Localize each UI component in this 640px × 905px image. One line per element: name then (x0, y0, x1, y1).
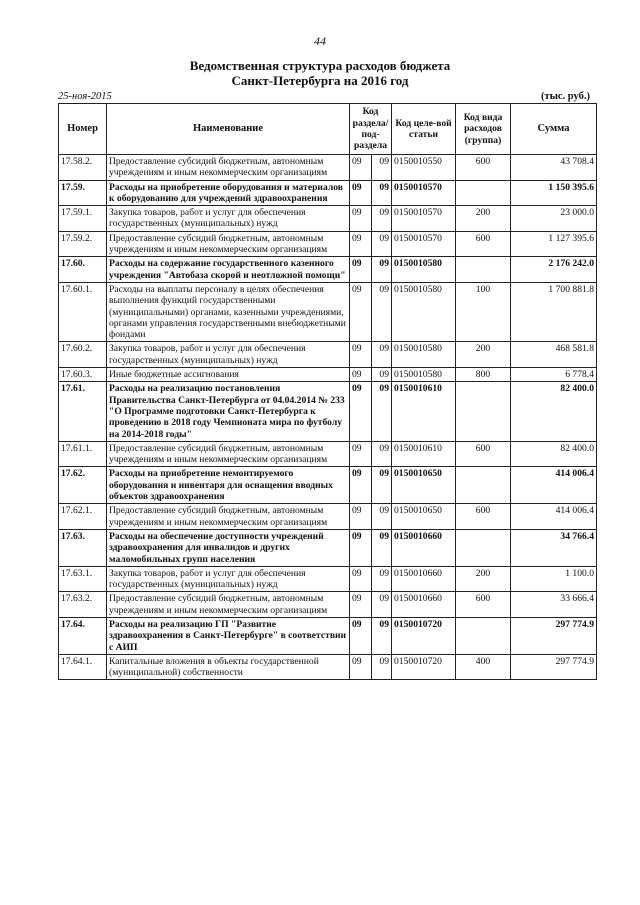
row-number: 17.60.2. (59, 342, 107, 368)
row-target-code: 0150010570 (392, 180, 456, 206)
header-section-code: Код раздела/ под-раздела (350, 104, 392, 155)
row-name: Капитальные вложения в объекты государственной (муниципальной) собственности (107, 654, 350, 680)
row-section-code: 09 (350, 441, 372, 467)
row-name: Закупка товаров, работ и услуг для обеспечения государственных (муниципальных) нужд (107, 206, 350, 232)
row-subsection-code: 09 (372, 257, 392, 283)
row-sum: 1 150 395.6 (511, 180, 597, 206)
row-name: Иные бюджетные ассигнования (107, 368, 350, 382)
row-number: 17.62. (59, 467, 107, 504)
table-row (59, 654, 597, 680)
table-row (59, 206, 597, 232)
row-number: 17.60.3. (59, 368, 107, 382)
row-subsection-code: 09 (372, 282, 392, 341)
table-row (59, 529, 597, 566)
title-line-1: Ведомственная структура расходов бюджета (189, 58, 451, 73)
row-subsection-code: 09 (372, 529, 392, 566)
row-number: 17.61.1. (59, 441, 107, 467)
table-body (59, 155, 597, 680)
table-row (59, 467, 597, 504)
document-date: 25-ноя-2015 (58, 91, 112, 102)
row-number: 17.62.1. (59, 504, 107, 530)
row-expense-type: 200 (456, 206, 511, 232)
row-target-code: 0150010650 (392, 504, 456, 530)
row-subsection-code: 09 (372, 206, 392, 232)
row-name: Предоставление субсидий бюджетным, автономным учреждениям и иным некоммерческим организациям (107, 592, 350, 618)
header-name: Наименование (107, 104, 350, 155)
title-line-2: Санкт-Петербурга на 2016 год (231, 73, 409, 88)
row-section-code: 09 (350, 654, 372, 680)
row-target-code: 0150010580 (392, 368, 456, 382)
row-number: 17.63.2. (59, 592, 107, 618)
row-target-code: 0150010570 (392, 231, 456, 257)
row-target-code: 0150010660 (392, 529, 456, 566)
row-name: Предоставление субсидий бюджетным, автономным учреждениям и иным некоммерческим организациям (107, 231, 350, 257)
row-sum: 297 774.9 (511, 654, 597, 680)
row-number: 17.58.2. (59, 155, 107, 181)
row-section-code: 09 (350, 231, 372, 257)
row-subsection-code: 09 (372, 617, 392, 654)
row-subsection-code: 09 (372, 566, 392, 592)
table-row (59, 368, 597, 382)
row-sum: 43 708.4 (511, 155, 597, 181)
row-target-code: 0150010610 (392, 441, 456, 467)
row-number: 17.63. (59, 529, 107, 566)
row-number: 17.60. (59, 257, 107, 283)
table-row (59, 566, 597, 592)
row-expense-type (456, 467, 511, 504)
document-title (0, 58, 640, 88)
table-row (59, 155, 597, 181)
row-number: 17.59.1. (59, 206, 107, 232)
units-label: (тыс. руб.) (541, 91, 590, 102)
row-section-code: 09 (350, 342, 372, 368)
row-section-code: 09 (350, 257, 372, 283)
table-row (59, 180, 597, 206)
table-row (59, 617, 597, 654)
row-subsection-code: 09 (372, 342, 392, 368)
row-section-code: 09 (350, 382, 372, 441)
row-section-code: 09 (350, 368, 372, 382)
row-name: Расходы на обеспечение доступности учреждений здравоохранения для инвалидов и других маломобильных групп населения (107, 529, 350, 566)
row-name: Расходы на реализацию ГП "Развитие здравоохранения в Санкт-Петербурге" в соответствии с АИП (107, 617, 350, 654)
row-section-code: 09 (350, 155, 372, 181)
table-header-row (59, 104, 597, 155)
row-sum: 1 127 395.6 (511, 231, 597, 257)
row-number: 17.63.1. (59, 566, 107, 592)
row-target-code: 0150010660 (392, 566, 456, 592)
row-expense-type (456, 529, 511, 566)
header-target-code: Код целе-вой статьи (392, 104, 456, 155)
table-row (59, 257, 597, 283)
row-number: 17.59. (59, 180, 107, 206)
row-subsection-code: 09 (372, 368, 392, 382)
header-expense-type-code: Код вида расходов (группа) (456, 104, 511, 155)
row-target-code: 0150010550 (392, 155, 456, 181)
row-section-code: 09 (350, 206, 372, 232)
row-number: 17.64. (59, 617, 107, 654)
row-expense-type (456, 257, 511, 283)
table-row (59, 441, 597, 467)
row-number: 17.64.1. (59, 654, 107, 680)
row-expense-type: 600 (456, 231, 511, 257)
row-name: Предоставление субсидий бюджетным, автономным учреждениям и иным некоммерческим организациям (107, 441, 350, 467)
row-name: Расходы на содержание государственного казенного учреждения "Автобаза скорой и неотложной помощи" (107, 257, 350, 283)
row-section-code: 09 (350, 180, 372, 206)
table-row (59, 231, 597, 257)
row-target-code: 0150010580 (392, 282, 456, 341)
row-sum: 1 700 881.8 (511, 282, 597, 341)
row-subsection-code: 09 (372, 592, 392, 618)
row-expense-type: 600 (456, 592, 511, 618)
header-sum: Сумма (511, 104, 597, 155)
row-target-code: 0150010660 (392, 592, 456, 618)
row-target-code: 0150010650 (392, 467, 456, 504)
row-expense-type (456, 382, 511, 441)
row-subsection-code: 09 (372, 467, 392, 504)
page-number: 44 (314, 34, 326, 48)
row-sum: 33 666.4 (511, 592, 597, 618)
row-sum: 34 766.4 (511, 529, 597, 566)
row-subsection-code: 09 (372, 155, 392, 181)
row-expense-type: 100 (456, 282, 511, 341)
row-subsection-code: 09 (372, 654, 392, 680)
row-name: Предоставление субсидий бюджетным, автономным учреждениям и иным некоммерческим организациям (107, 155, 350, 181)
row-subsection-code: 09 (372, 231, 392, 257)
row-expense-type: 600 (456, 504, 511, 530)
row-sum: 297 774.9 (511, 617, 597, 654)
row-target-code: 0150010720 (392, 617, 456, 654)
row-expense-type: 400 (456, 654, 511, 680)
row-number: 17.61. (59, 382, 107, 441)
table-row (59, 504, 597, 530)
row-name: Расходы на выплаты персоналу в целях обеспечения выполнения функций государственными (муниципальными) органами, казенными учреждениями, органами управления государственными внебюджетными фондами (107, 282, 350, 341)
row-expense-type: 600 (456, 441, 511, 467)
row-expense-type: 200 (456, 566, 511, 592)
row-sum: 414 006.4 (511, 467, 597, 504)
budget-table (58, 103, 597, 680)
row-sum: 414 006.4 (511, 504, 597, 530)
row-number: 17.59.2. (59, 231, 107, 257)
row-sum: 1 100.0 (511, 566, 597, 592)
row-sum: 2 176 242.0 (511, 257, 597, 283)
row-name: Предоставление субсидий бюджетным, автономным учреждениям и иным некоммерческим организациям (107, 504, 350, 530)
row-number: 17.60.1. (59, 282, 107, 341)
table-row (59, 342, 597, 368)
table-row (59, 592, 597, 618)
row-section-code: 09 (350, 467, 372, 504)
row-target-code: 0150010720 (392, 654, 456, 680)
row-expense-type: 200 (456, 342, 511, 368)
row-section-code: 09 (350, 617, 372, 654)
table-row (59, 382, 597, 441)
row-section-code: 09 (350, 529, 372, 566)
row-expense-type (456, 180, 511, 206)
row-sum: 468 581.8 (511, 342, 597, 368)
row-expense-type (456, 617, 511, 654)
row-sum: 82 400.0 (511, 441, 597, 467)
table-row (59, 282, 597, 341)
row-section-code: 09 (350, 504, 372, 530)
row-subsection-code: 09 (372, 441, 392, 467)
row-sum: 23 000.0 (511, 206, 597, 232)
row-name: Расходы на приобретение оборудования и материалов к оборудованию для учреждений здравоохранения (107, 180, 350, 206)
row-section-code: 09 (350, 566, 372, 592)
row-target-code: 0150010580 (392, 342, 456, 368)
row-sum: 82 400.0 (511, 382, 597, 441)
row-sum: 6 778.4 (511, 368, 597, 382)
row-name: Расходы на приобретение немонтируемого оборудования и инвентаря для оснащения вводных объектов здравоохранения (107, 467, 350, 504)
row-section-code: 09 (350, 282, 372, 341)
header-number: Номер (59, 104, 107, 155)
row-target-code: 0150010580 (392, 257, 456, 283)
row-name: Расходы на реализацию постановления Правительства Санкт-Петербурга от 04.04.2014 № 233 "О Программе подготовки Санкт-Петербурга к проведению в 2018 году Чемпионата мира по футболу на 2014-2018 годы" (107, 382, 350, 441)
row-target-code: 0150010570 (392, 206, 456, 232)
row-subsection-code: 09 (372, 180, 392, 206)
row-expense-type: 600 (456, 155, 511, 181)
row-section-code: 09 (350, 592, 372, 618)
row-subsection-code: 09 (372, 382, 392, 441)
row-subsection-code: 09 (372, 504, 392, 530)
row-expense-type: 800 (456, 368, 511, 382)
row-name: Закупка товаров, работ и услуг для обеспечения государственных (муниципальных) нужд (107, 342, 350, 368)
row-name: Закупка товаров, работ и услуг для обеспечения государственных (муниципальных) нужд (107, 566, 350, 592)
row-target-code: 0150010610 (392, 382, 456, 441)
